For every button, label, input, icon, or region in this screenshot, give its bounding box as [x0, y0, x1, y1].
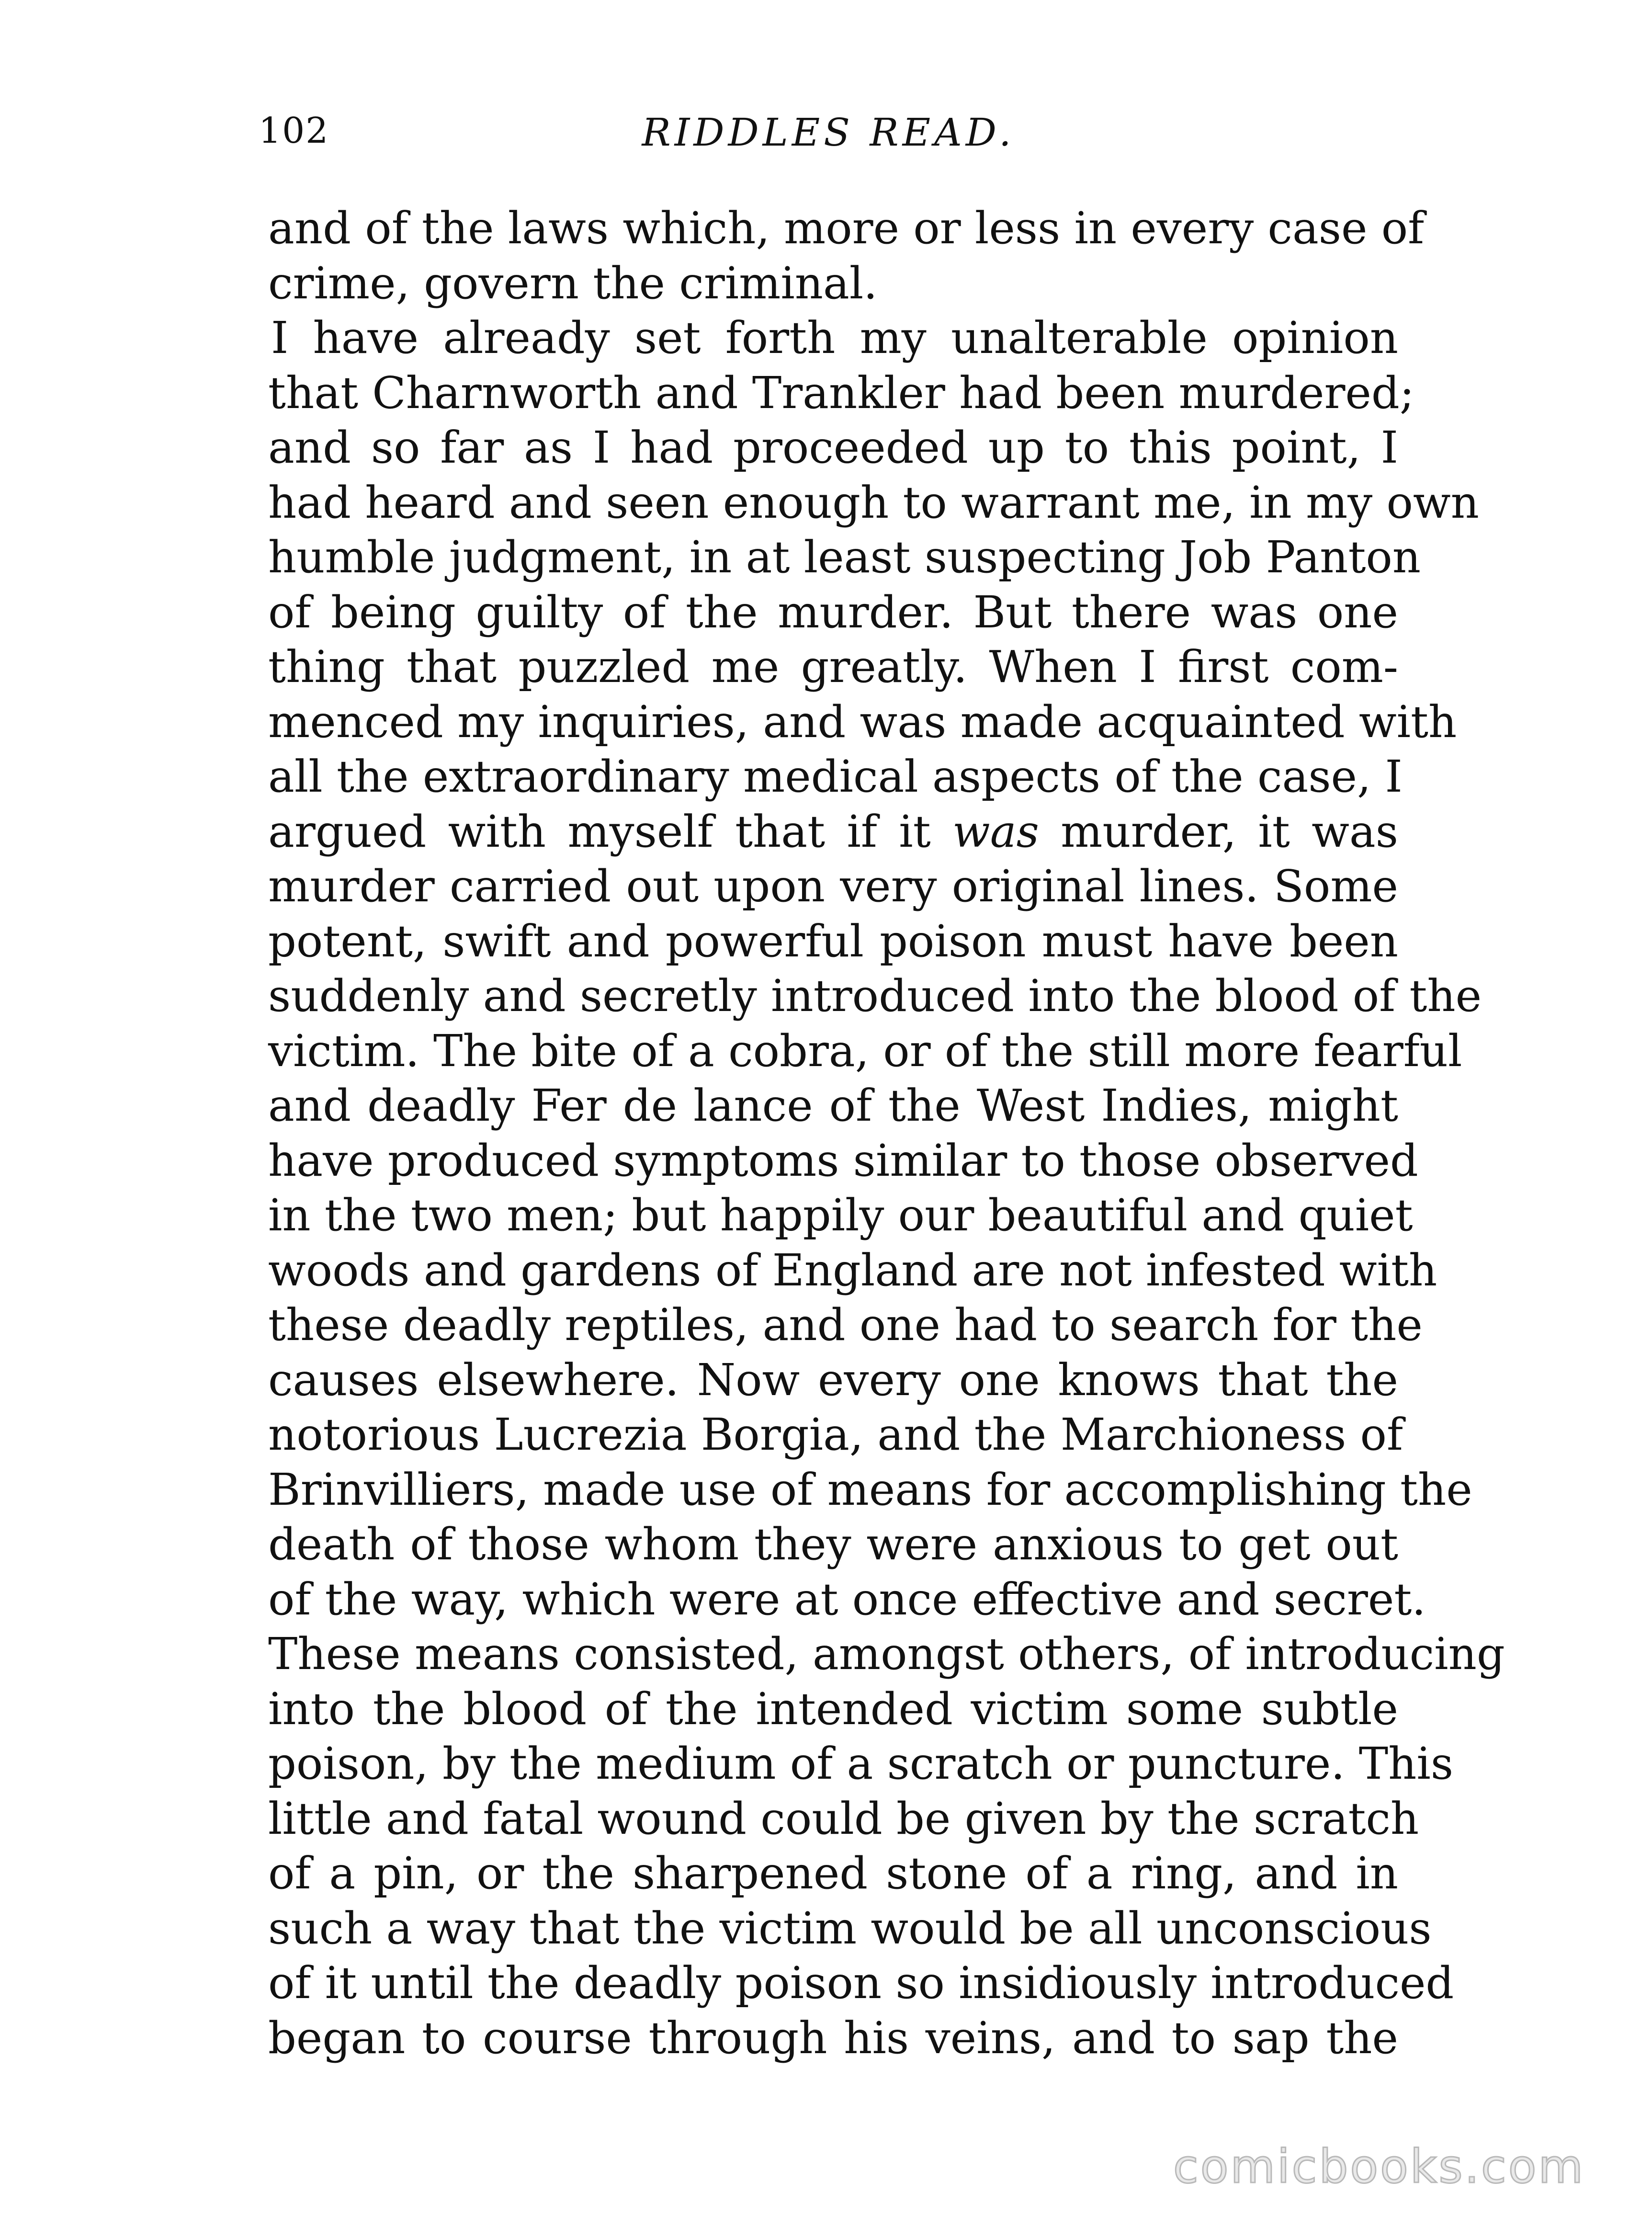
text-line: death of those whom they were anxious to get out: [268, 1519, 1398, 1570]
line-start: argued with myself that if it: [268, 806, 931, 857]
text-line: such a way that the victim would be all unconscious: [268, 1902, 1432, 1954]
watermark-logo: comicbooks.com: [1173, 2140, 1585, 2193]
running-head: RIDDLES READ.: [642, 110, 1015, 155]
body-text: [268, 201, 1505, 2069]
page-number: 102: [259, 110, 329, 151]
text-line: have produced symptoms similar to those observed: [268, 1135, 1418, 1186]
text-line: menced my inquiries, and was made acquainted with: [268, 696, 1457, 748]
text-line: of it until the deadly poison so insidiously introduced: [268, 1957, 1454, 2009]
line-end: murder, it was: [1061, 806, 1398, 857]
text-line: all the extraordinary medical aspects of the case, I: [268, 751, 1403, 802]
text-line: of being guilty of the murder. But there was one: [268, 586, 1398, 638]
text-line: had heard and seen enough to warrant me, in my own: [268, 477, 1479, 528]
text-line: and of the laws which, more or less in every case of: [268, 203, 1425, 254]
text-line: began to course through his veins, and to sap the: [268, 2012, 1398, 2064]
text-line: notorious Lucrezia Borgia, and the Marchioness of: [268, 1409, 1403, 1460]
text-line: causes elsewhere. Now every one knows that the: [268, 1354, 1398, 1406]
text-line: potent, swift and powerful poison must have been: [268, 915, 1398, 967]
text-line: woods and gardens of England are not infested with: [268, 1244, 1437, 1296]
text-line: suddenly and secretly introduced into the blood of the: [268, 970, 1482, 1022]
text-line: victim. The bite of a cobra, or of the still more fearful: [268, 1025, 1462, 1077]
text-line-with-italic: [268, 805, 1398, 860]
text-line: These means consisted, amongst others, of introducing: [268, 1628, 1505, 1680]
text-line: crime, govern the criminal.: [268, 257, 878, 309]
text-line: in the two men; but happily our beautiful and quiet: [268, 1190, 1413, 1241]
text-line: murder carried out upon very original lines. Some: [268, 861, 1398, 912]
paragraph-first-line: I have already set forth my unalterable opinion: [271, 312, 1398, 364]
text-line: into the blood of the intended victim some subtle: [268, 1683, 1398, 1735]
text-line: Brinvilliers, made use of means for accomplishing the: [268, 1464, 1472, 1515]
text-line: of a pin, or the sharpened stone of a ring, and in: [268, 1848, 1398, 1899]
text-line: and deadly Fer de lance of the West Indies, might: [268, 1080, 1398, 1131]
text-line: of the way, which were at once effective and secret.: [268, 1573, 1426, 1625]
text-line: and so far as I had proceeded up to this point, I: [268, 422, 1398, 473]
page-header: [259, 110, 1398, 168]
text-line: thing that puzzled me greatly. When I first com-: [268, 641, 1398, 693]
italic-word: was: [952, 806, 1039, 857]
text-line: poison, by the medium of a scratch or puncture. This: [268, 1738, 1454, 1789]
text-line: these deadly reptiles, and one had to search for the: [268, 1299, 1423, 1351]
text-line: little and fatal wound could be given by the scratch: [268, 1793, 1419, 1844]
text-line: humble judgment, in at least suspecting Job Panton: [268, 532, 1421, 583]
text-line: that Charnworth and Trankler had been murdered;: [268, 367, 1414, 419]
